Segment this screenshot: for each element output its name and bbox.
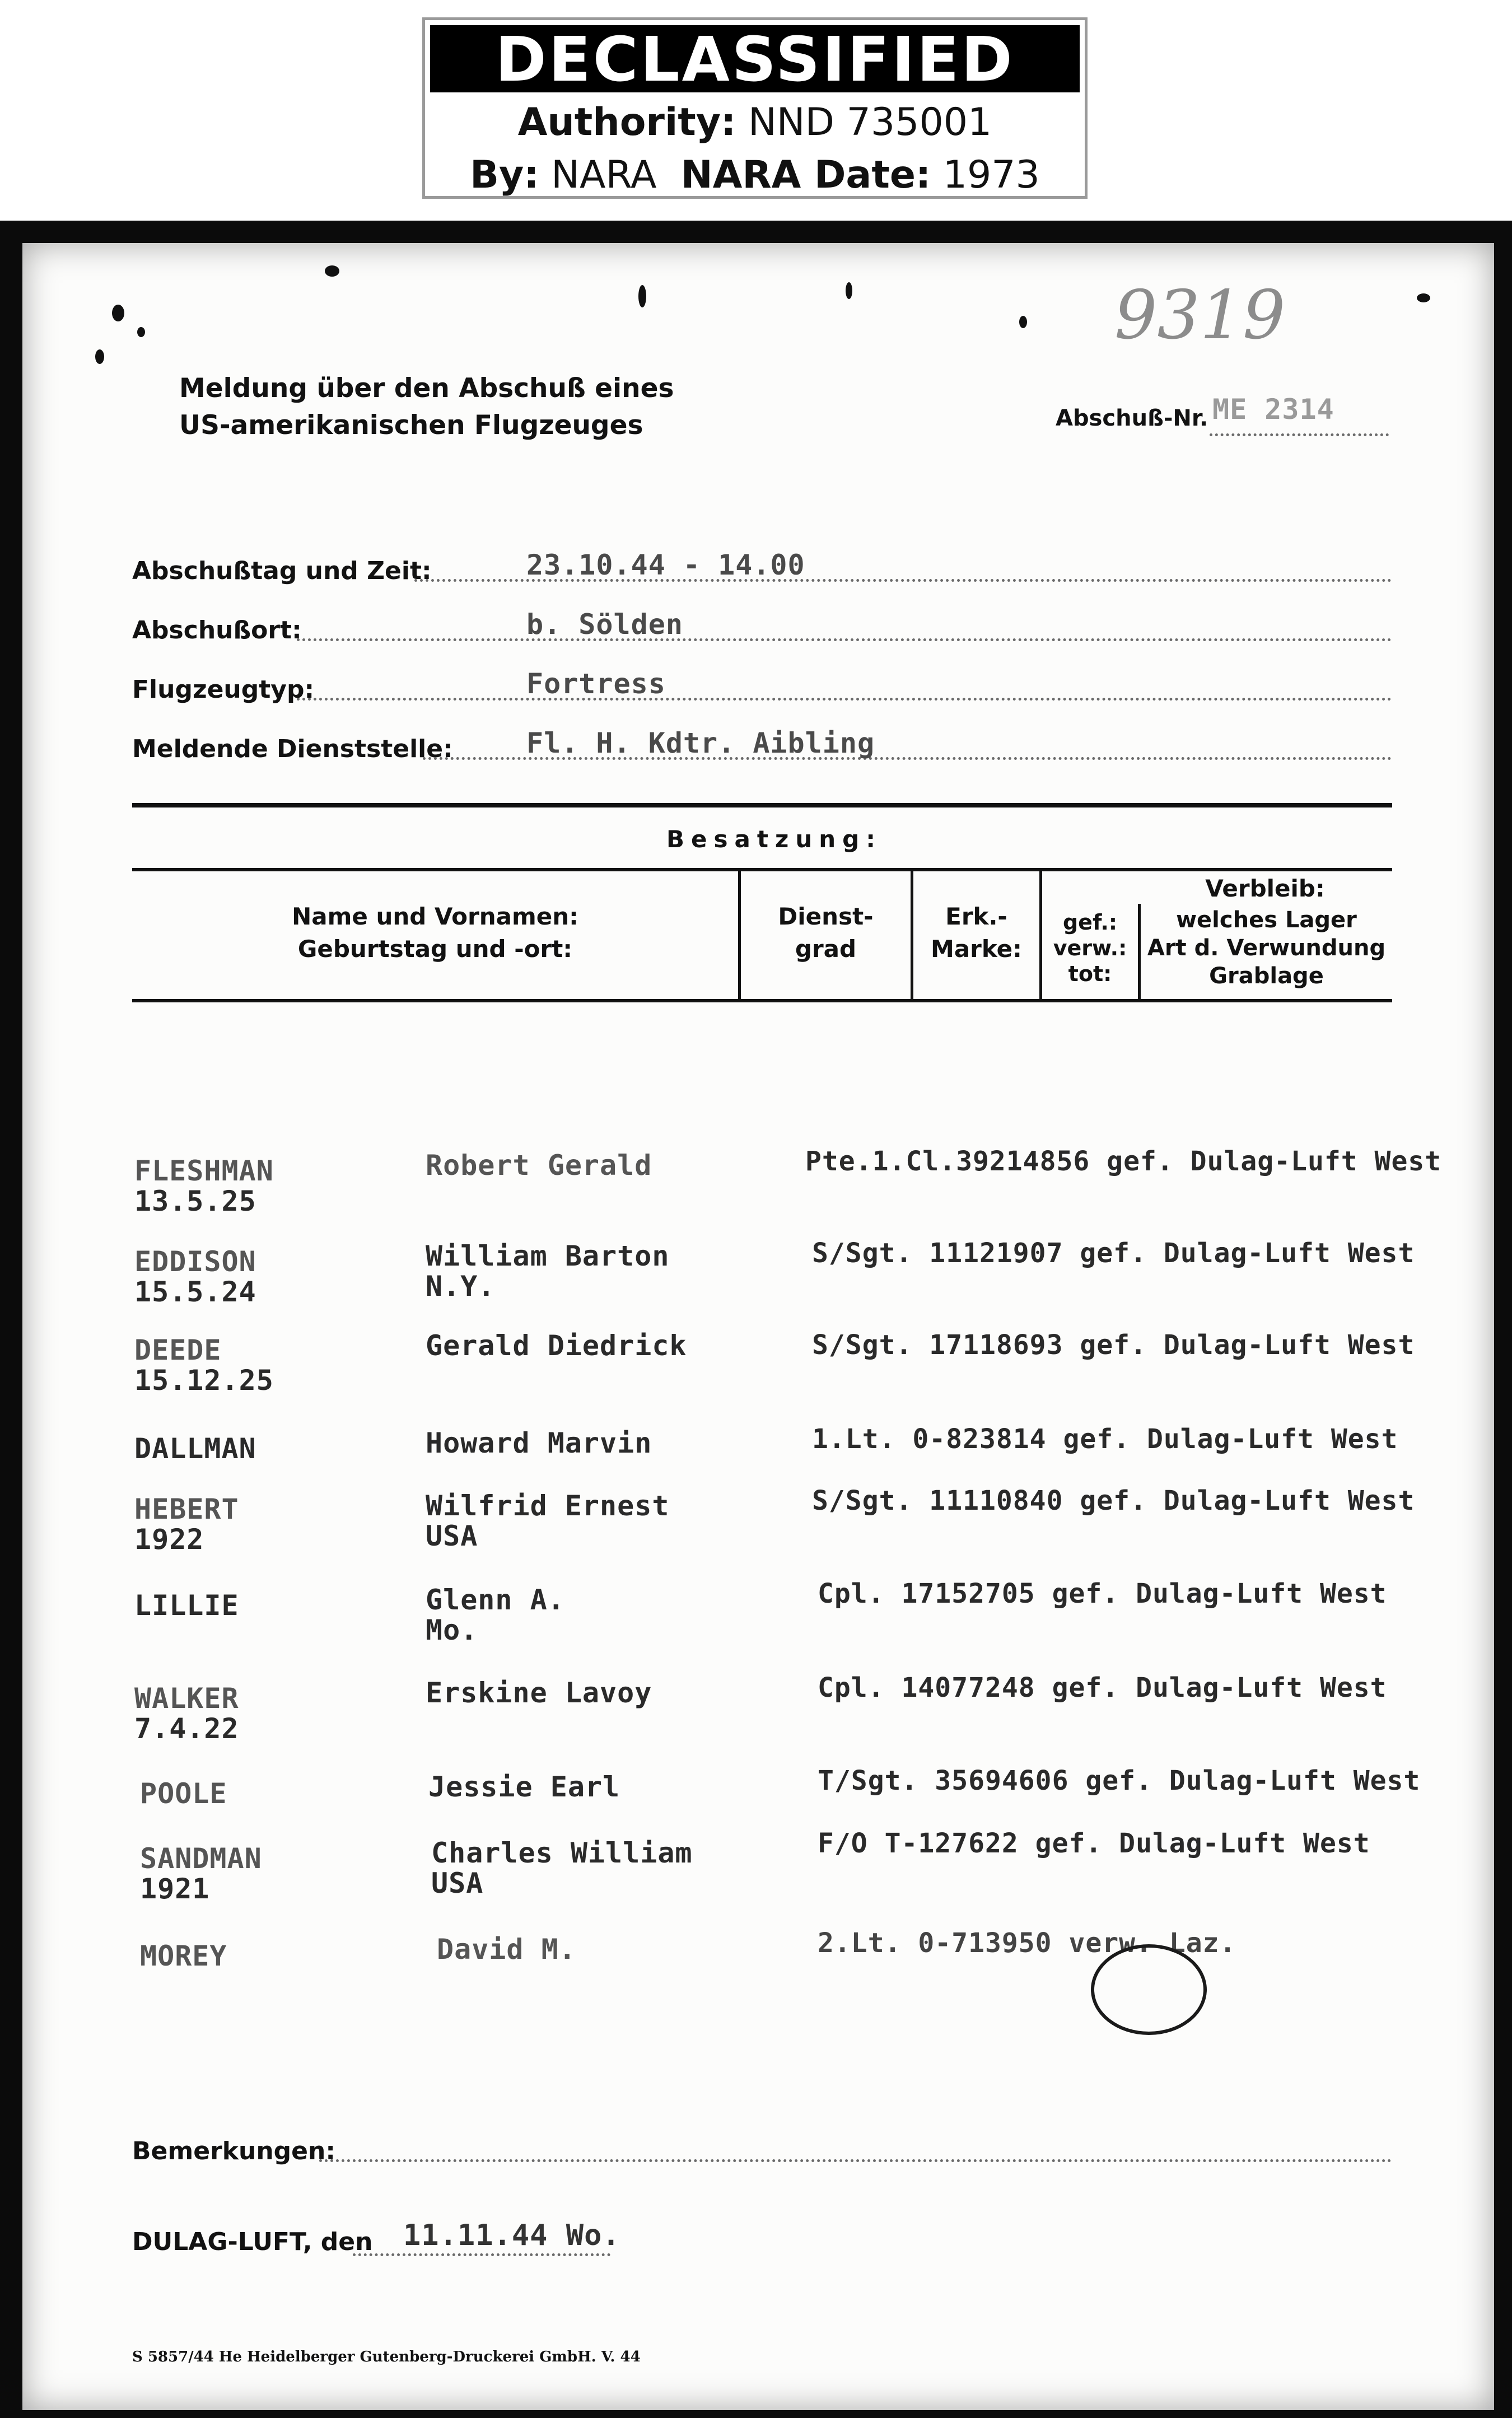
crew-surname: POOLE — [140, 1777, 227, 1810]
field-label-aircraft: Flugzeugtyp: — [132, 675, 315, 704]
place-label: DULAG-LUFT, den — [132, 2228, 373, 2256]
col-header-location-l3: Grablage — [1209, 963, 1324, 989]
crew-birth: 1922 — [134, 1523, 204, 1556]
crew-first: David M. — [437, 1933, 576, 1966]
crew-record: Cpl. 14077248 gef. Dulag-Luft West — [818, 1672, 1387, 1703]
field-value-date: 23.10.44 - 14.00 — [526, 549, 805, 581]
crew-surname: WALKER — [134, 1682, 239, 1715]
crew-birth: 13.5.25 — [134, 1185, 256, 1217]
crew-record: 2.Lt. 0-713950 verw. Laz. — [818, 1927, 1236, 1959]
handwritten-number: 9319 — [1114, 277, 1286, 354]
abschuss-nr-label: Abschuß-Nr. — [1056, 405, 1208, 431]
col-header-name-l1: Name und Vornamen: — [292, 903, 578, 930]
crew-birth: 1921 — [140, 1873, 210, 1905]
col-header-status-l3: tot: — [1068, 961, 1112, 986]
col-header-name-l2: Geburtstag und -ort: — [297, 935, 573, 963]
crew-birth: 15.12.25 — [134, 1364, 274, 1397]
crew-first: Robert Gerald — [426, 1149, 652, 1182]
crew-record: Cpl. 17152705 gef. Dulag-Luft West — [818, 1578, 1387, 1609]
crew-first: Wilfrid Ernest — [426, 1490, 670, 1522]
crew-surname: HEBERT — [134, 1493, 239, 1525]
stamp-date-label: NARA Date: — [680, 153, 931, 197]
stamp-by-value: NARA — [551, 153, 657, 197]
field-label-unit: Meldende Dienststelle: — [132, 735, 453, 763]
crew-surname: SANDMAN — [140, 1842, 262, 1875]
table-top-rule — [132, 868, 1392, 871]
field-dots — [297, 638, 1392, 641]
hand-drawn-circle — [1091, 1944, 1207, 2035]
stamp-date-value: 1973 — [942, 153, 1040, 197]
form-title-line2: US-amerikanischen Flugzeuges — [179, 410, 643, 441]
printer-imprint: S 5857/44 He Heidelberger Gutenberg-Druckerei GmbH. V. 44 — [132, 2349, 641, 2365]
field-value-place: b. Sölden — [526, 608, 683, 641]
speck — [137, 327, 145, 337]
crew-surname: FLESHMAN — [134, 1155, 274, 1187]
col-header-name — [132, 900, 738, 965]
crew-surname: DEEDE — [134, 1334, 222, 1366]
table-bottom-rule — [132, 999, 1392, 1002]
stamp-by-line — [425, 153, 1085, 197]
crew-first: Jessie Earl — [428, 1771, 620, 1803]
field-value-unit: Fl. H. Kdtr. Aibling — [526, 727, 875, 759]
col-header-verbleib: Verbleib: — [1205, 875, 1325, 902]
col-header-mark — [913, 900, 1039, 965]
speck — [1417, 293, 1430, 302]
col-header-location — [1141, 906, 1392, 990]
speck — [1019, 316, 1027, 328]
field-dots — [297, 698, 1392, 701]
crew-surname: LILLIE — [134, 1589, 239, 1622]
col-header-status-l2: verw.: — [1053, 936, 1127, 960]
speck — [325, 265, 339, 277]
section-rule — [132, 803, 1392, 807]
crew-first2: USA — [426, 1520, 478, 1552]
remarks-label: Bemerkungen: — [132, 2137, 335, 2165]
crew-record: Pte.1.Cl.39214856 gef. Dulag-Luft West — [805, 1146, 1442, 1177]
crew-first: William Barton — [426, 1240, 670, 1272]
crew-first: Charles William — [431, 1837, 693, 1869]
declassified-stamp — [422, 17, 1088, 199]
col-header-location-l1: welches Lager — [1176, 907, 1357, 933]
stamp-by-label: By: — [470, 153, 539, 197]
col-header-grade-l2: grad — [795, 935, 857, 963]
col-header-status — [1042, 909, 1138, 987]
field-label-place: Abschußort: — [132, 616, 302, 645]
speck — [95, 349, 104, 364]
remarks-dots — [319, 2159, 1392, 2162]
crew-first2: Mo. — [426, 1614, 478, 1646]
field-label-date: Abschußtag und Zeit: — [132, 557, 432, 585]
crew-birth: 15.5.24 — [134, 1276, 256, 1308]
crew-record: 1.Lt. 0-823814 gef. Dulag-Luft West — [812, 1423, 1398, 1455]
col-header-grade — [741, 900, 911, 965]
speck — [638, 285, 646, 307]
crew-record: S/Sgt. 11121907 gef. Dulag-Luft West — [812, 1238, 1415, 1269]
crew-record: S/Sgt. 11110840 gef. Dulag-Luft West — [812, 1485, 1415, 1516]
stamp-title: DECLASSIFIED — [430, 25, 1080, 92]
col-header-mark-l2: Marke: — [931, 935, 1022, 963]
crew-first2: N.Y. — [426, 1270, 496, 1303]
scan-frame — [0, 221, 1512, 2418]
stamp-authority-label: Authority: — [517, 100, 736, 144]
crew-surname: MOREY — [140, 1940, 227, 1972]
stamp-authority-line — [425, 100, 1085, 144]
stamp-authority-value: NND 735001 — [748, 100, 992, 144]
col-header-location-l2: Art d. Verwundung — [1147, 935, 1386, 961]
crew-record: S/Sgt. 17118693 gef. Dulag-Luft West — [812, 1329, 1415, 1361]
field-value-aircraft: Fortress — [526, 667, 666, 700]
crew-section-title: Besatzung: — [666, 825, 883, 853]
crew-record: T/Sgt. 35694606 gef. Dulag-Luft West — [818, 1765, 1421, 1796]
col-header-status-l1: gef.: — [1062, 910, 1118, 935]
speck — [846, 282, 852, 299]
crew-surname: EDDISON — [134, 1245, 256, 1278]
col-header-grade-l1: Dienst- — [778, 903, 874, 930]
form-title-line1: Meldung über den Abschuß eines — [179, 373, 674, 404]
crew-first: Howard Marvin — [426, 1427, 652, 1459]
abschuss-nr-dots — [1210, 433, 1389, 436]
crew-record: F/O T-127622 gef. Dulag-Luft West — [818, 1828, 1370, 1859]
speck — [112, 305, 124, 321]
form-sheet — [22, 243, 1494, 2410]
abschuss-nr-value: ME 2314 — [1212, 393, 1334, 426]
crew-first2: USA — [431, 1867, 484, 1899]
crew-surname: DALLMAN — [134, 1432, 256, 1465]
crew-first: Glenn A. — [426, 1584, 565, 1616]
crew-first: Gerald Diedrick — [426, 1329, 687, 1362]
crew-first: Erskine Lavoy — [426, 1677, 652, 1709]
crew-birth: 7.4.22 — [134, 1712, 239, 1745]
col-header-mark-l1: Erk.- — [945, 903, 1007, 930]
place-dots — [353, 2253, 610, 2256]
place-date-value: 11.11.44 Wo. — [403, 2219, 620, 2252]
